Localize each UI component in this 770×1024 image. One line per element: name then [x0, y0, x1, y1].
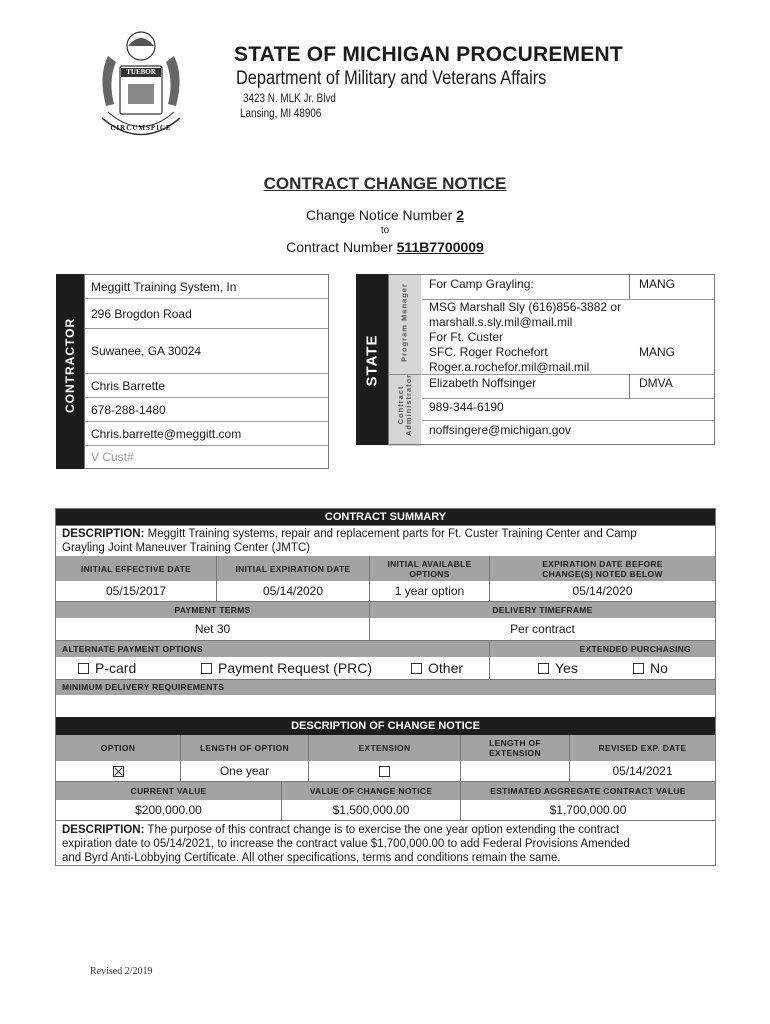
prc-option[interactable]: [201, 657, 401, 679]
department-name: Department of Military and Veterans Affairs: [236, 68, 547, 89]
pm-line-6: Roger.a.rochefor.mil@mail.mil: [429, 360, 590, 374]
other-option[interactable]: [411, 657, 491, 679]
h-initial-expiration: INITIAL EXPIRATION DATE: [216, 556, 369, 581]
h-exp-before-line-1: EXPIRATION DATE BEFORE: [542, 558, 663, 569]
revised-date: Revised 2/2019: [90, 966, 153, 977]
initial-options-value: 1 year option: [369, 581, 489, 601]
h-value-of-change: VALUE OF CHANGE NOTICE: [281, 781, 460, 800]
other-checkbox[interactable]: [411, 663, 422, 674]
option-checkbox-checked[interactable]: [113, 766, 124, 777]
change-desc-line-3: and Byrd Anti-Lobbying Certificate. All other specifications, terms and conditions remain the same.: [62, 852, 561, 864]
change-value-row: [56, 761, 715, 781]
contractor-street: 296 Brogdon Road: [85, 299, 328, 329]
prc-checkbox[interactable]: [201, 663, 212, 674]
program-manager-label: Program Manager: [399, 283, 409, 362]
value-row: [56, 800, 715, 820]
payment-terms-value: Net 30: [194, 622, 231, 636]
h-expiration-before: [489, 556, 715, 581]
h-length-of-extension: [460, 735, 569, 761]
pm-line-1: For Camp Grayling:: [429, 277, 534, 291]
h-extended-purchasing: EXTENDED PURCHASING: [489, 640, 715, 657]
h-current-value: CURRENT VALUE: [130, 785, 207, 796]
yes-checkbox[interactable]: [538, 663, 549, 674]
pcard-label: P-card: [95, 660, 137, 676]
ca-agency: DMVA: [639, 376, 673, 390]
pm-line-3: marshall.s.sly.mil@mail.mil: [429, 315, 573, 329]
h-options-line-2: OPTIONS: [409, 568, 450, 579]
h-min-delivery: MINIMUM DELIVERY REQUIREMENTS: [62, 682, 225, 692]
payment-value-row: [56, 618, 715, 640]
change-title: DESCRIPTION OF CHANGE NOTICE: [56, 717, 715, 735]
h-exp-before-line-2: CHANGE(S) NOTED BELOW: [542, 568, 663, 579]
pm-agency-1: MANG: [639, 277, 675, 291]
change-description: [56, 820, 715, 865]
expiration-before-value: 05/14/2020: [489, 581, 715, 601]
extension-checkbox[interactable]: [379, 766, 390, 777]
contractor-email: Chris.barrette@meggitt.com: [85, 422, 328, 446]
min-delivery-value-row: [56, 695, 715, 717]
dates-header-row: [56, 556, 715, 581]
change-label: Change Notice Number: [306, 207, 453, 223]
summary-desc-label: DESCRIPTION:: [62, 528, 145, 540]
value-of-change: $1,500,000.00: [281, 800, 460, 820]
ca-phone: 989-344-6190: [429, 400, 504, 414]
change-desc-line-2: expiration date to 05/14/2021, to increase the contract value $1,700,000.00 to add Federal Provisions Amended: [62, 838, 630, 850]
contractor-side-bar: [56, 274, 84, 469]
alt-payment-row: [56, 657, 715, 679]
change-notice-number: [0, 207, 770, 223]
change-number: 2: [456, 207, 464, 223]
pm-line-4: For Ft. Custer: [429, 330, 504, 344]
contractor-contact: Chris Barrette: [85, 374, 328, 398]
change-header-row: [56, 735, 715, 761]
pm-line-5: SFC. Roger Rochefort: [429, 345, 548, 359]
payment-header-row: [56, 601, 715, 618]
min-delivery-header-row: [56, 679, 715, 695]
initial-expiration-date: 05/14/2020: [216, 581, 369, 601]
no-option[interactable]: [633, 657, 703, 679]
notice-title: CONTRACT CHANGE NOTICE: [263, 174, 507, 193]
no-checkbox[interactable]: [633, 663, 644, 674]
h-delivery-timeframe: DELIVERY TIMEFRAME: [369, 601, 715, 618]
h-length-ext-line-2: EXTENSION: [489, 748, 541, 758]
to-label: to: [380, 225, 390, 236]
summary-description: [56, 525, 715, 556]
h-initial-effective: INITIAL EFFECTIVE DATE: [80, 563, 192, 574]
state-side-label: STATE: [363, 334, 381, 387]
pcard-checkbox[interactable]: [78, 663, 89, 674]
h-extension: EXTENSION: [308, 735, 460, 761]
h-alt-payment: ALTERNATE PAYMENT OPTIONS: [62, 643, 203, 654]
ca-email: noffsingere@michigan.gov: [429, 423, 572, 437]
page-title: STATE OF MICHIGAN PROCUREMENT: [234, 43, 623, 66]
yes-label: Yes: [555, 660, 578, 676]
revised-exp-date-value: 05/14/2021: [569, 761, 715, 781]
h-length-ext-line-1: LENGTH OF: [489, 738, 541, 748]
state-box: [388, 274, 715, 445]
state-side-bar: [356, 274, 388, 445]
summary-desc-line-2: Grayling Joint Maneuver Training Center (JMTC): [62, 542, 310, 554]
pcard-option[interactable]: [78, 657, 198, 679]
extension-cell[interactable]: [308, 761, 460, 781]
h-aggregate-value: ESTIMATED AGGREGATE CONTRACT VALUE: [460, 781, 715, 800]
contractor-city: Suwanee, GA 30024: [85, 329, 328, 374]
h-option: OPTION: [100, 743, 136, 753]
yes-option[interactable]: [538, 657, 618, 679]
initial-effective-date: 05/15/2017: [105, 584, 167, 598]
delivery-timeframe-value: Per contract: [369, 618, 715, 640]
prc-label: Payment Request (PRC): [218, 660, 373, 676]
contract-summary-table: [55, 508, 716, 866]
h-initial-options: [369, 556, 489, 581]
value-header-row: [56, 781, 715, 800]
current-value: $200,000.00: [135, 803, 202, 817]
state-seal: [88, 26, 194, 146]
length-of-extension-value: [460, 761, 569, 781]
pm-line-2: MSG Marshall Sly (616)856-3882 or: [429, 300, 622, 314]
change-desc-line-1: The purpose of this contract change is to exercise the one year option extending the contract: [147, 824, 620, 836]
h-options-line-1: INITIAL AVAILABLE: [387, 558, 472, 569]
h-revised-exp-date: REVISED EXP. DATE: [569, 735, 715, 761]
summary-desc-line-1: Meggitt Training systems, repair and replacement parts for Ft. Custer Training Center and Camp: [147, 528, 637, 540]
contractor-vcust: V Cust#: [91, 450, 134, 464]
alt-payment-header-row: [56, 640, 715, 657]
h-payment-terms: PAYMENT TERMS: [174, 604, 251, 615]
address-line-2: Lansing, MI 48906: [240, 108, 322, 120]
seal-motto: TUEBOR: [126, 68, 156, 76]
address-line-1: 3423 N. MLK Jr. Blvd: [243, 93, 336, 105]
pm-agency-2: MANG: [639, 345, 675, 359]
ca-name: Elizabeth Noffsinger: [429, 376, 537, 390]
h-length-of-option: LENGTH OF OPTION: [180, 735, 308, 761]
other-label: Other: [428, 660, 464, 676]
summary-title: CONTRACT SUMMARY: [56, 509, 715, 525]
contractor-box: [84, 274, 329, 469]
no-label: No: [650, 660, 668, 676]
length-of-option-value: One year: [180, 761, 308, 781]
contractor-phone: 678-288-1480: [85, 398, 328, 422]
contractor-side-label: CONTRACTOR: [63, 317, 77, 413]
change-desc-label: DESCRIPTION:: [62, 824, 145, 836]
aggregate-value: $1,700,000.00: [460, 800, 715, 820]
contract-label: Contract Number: [286, 239, 393, 255]
contract-administrator-label: Contract Administrator: [396, 373, 413, 437]
dates-value-row: [56, 581, 715, 601]
seal-bottom-text: CIRCUMSPICE: [110, 124, 172, 132]
contract-number: [0, 239, 770, 255]
contract-number-value: 511B7700009: [396, 239, 484, 255]
contractor-name: Meggitt Training System, In: [85, 275, 328, 299]
option-cell[interactable]: [56, 761, 180, 781]
